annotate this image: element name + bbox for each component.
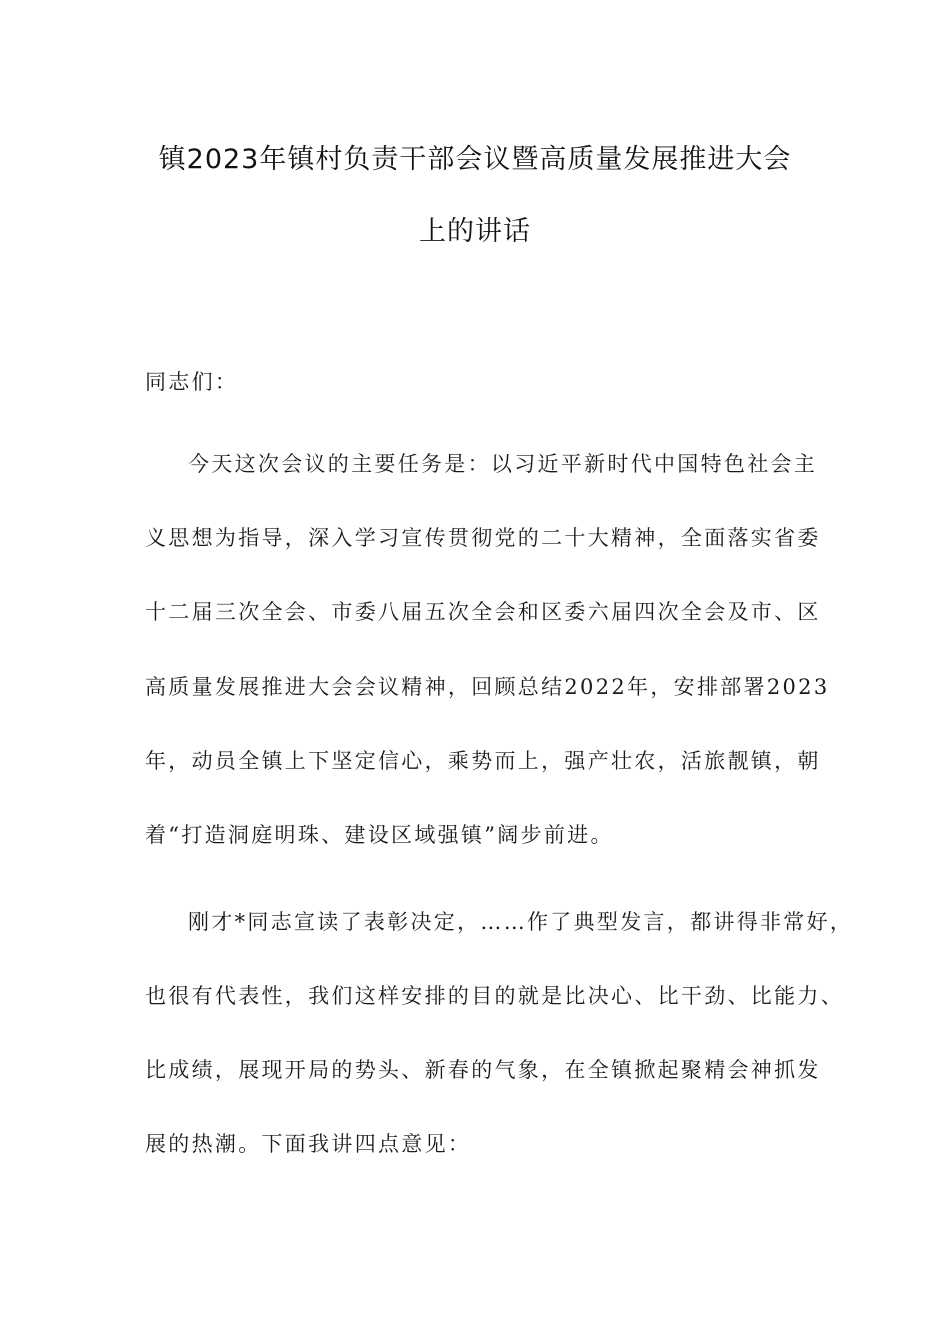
paragraph-2-line-2: 也很有代表性，我们这样安排的目的就是比决心、比干劲、比能力、 (145, 984, 844, 1008)
paragraph-1-line-4: 高质量发展推进大会会议精神，回顾总结2022年，安排部署2023 (145, 675, 830, 699)
paragraph-1-line-3: 十二届三次全会、市委八届五次全会和区委六届四次全会及市、区 (145, 600, 821, 624)
document-title-line-2: 上的讲话 (419, 216, 531, 247)
paragraph-1-line-6: 着“打造洞庭明珠、建设区域强镇”阔步前进。 (145, 823, 614, 847)
salutation: 同志们： (145, 370, 239, 394)
document-title-line-1: 镇2023年镇村负责干部会议暨高质量发展推进大会 (158, 144, 792, 175)
paragraph-1-line-1: 今天这次会议的主要任务是：以习近平新时代中国特色社会主 (188, 452, 818, 476)
paragraph-2-line-1: 刚才*同志宣读了表彰决定，……作了典型发言，都讲得非常好， (188, 910, 854, 934)
paragraph-1-line-2: 义思想为指导，深入学习宣传贯彻党的二十大精神，全面落实省委 (145, 526, 821, 550)
paragraph-1-line-5: 年，动员全镇上下坚定信心，乘势而上，强产壮农，活旅靓镇，朝 (145, 749, 821, 773)
paragraph-2-line-4: 展的热潮。下面我讲四点意见： (145, 1132, 472, 1156)
paragraph-2-line-3: 比成绩，展现开局的势头、新春的气象，在全镇掀起聚精会神抓发 (145, 1058, 821, 1082)
